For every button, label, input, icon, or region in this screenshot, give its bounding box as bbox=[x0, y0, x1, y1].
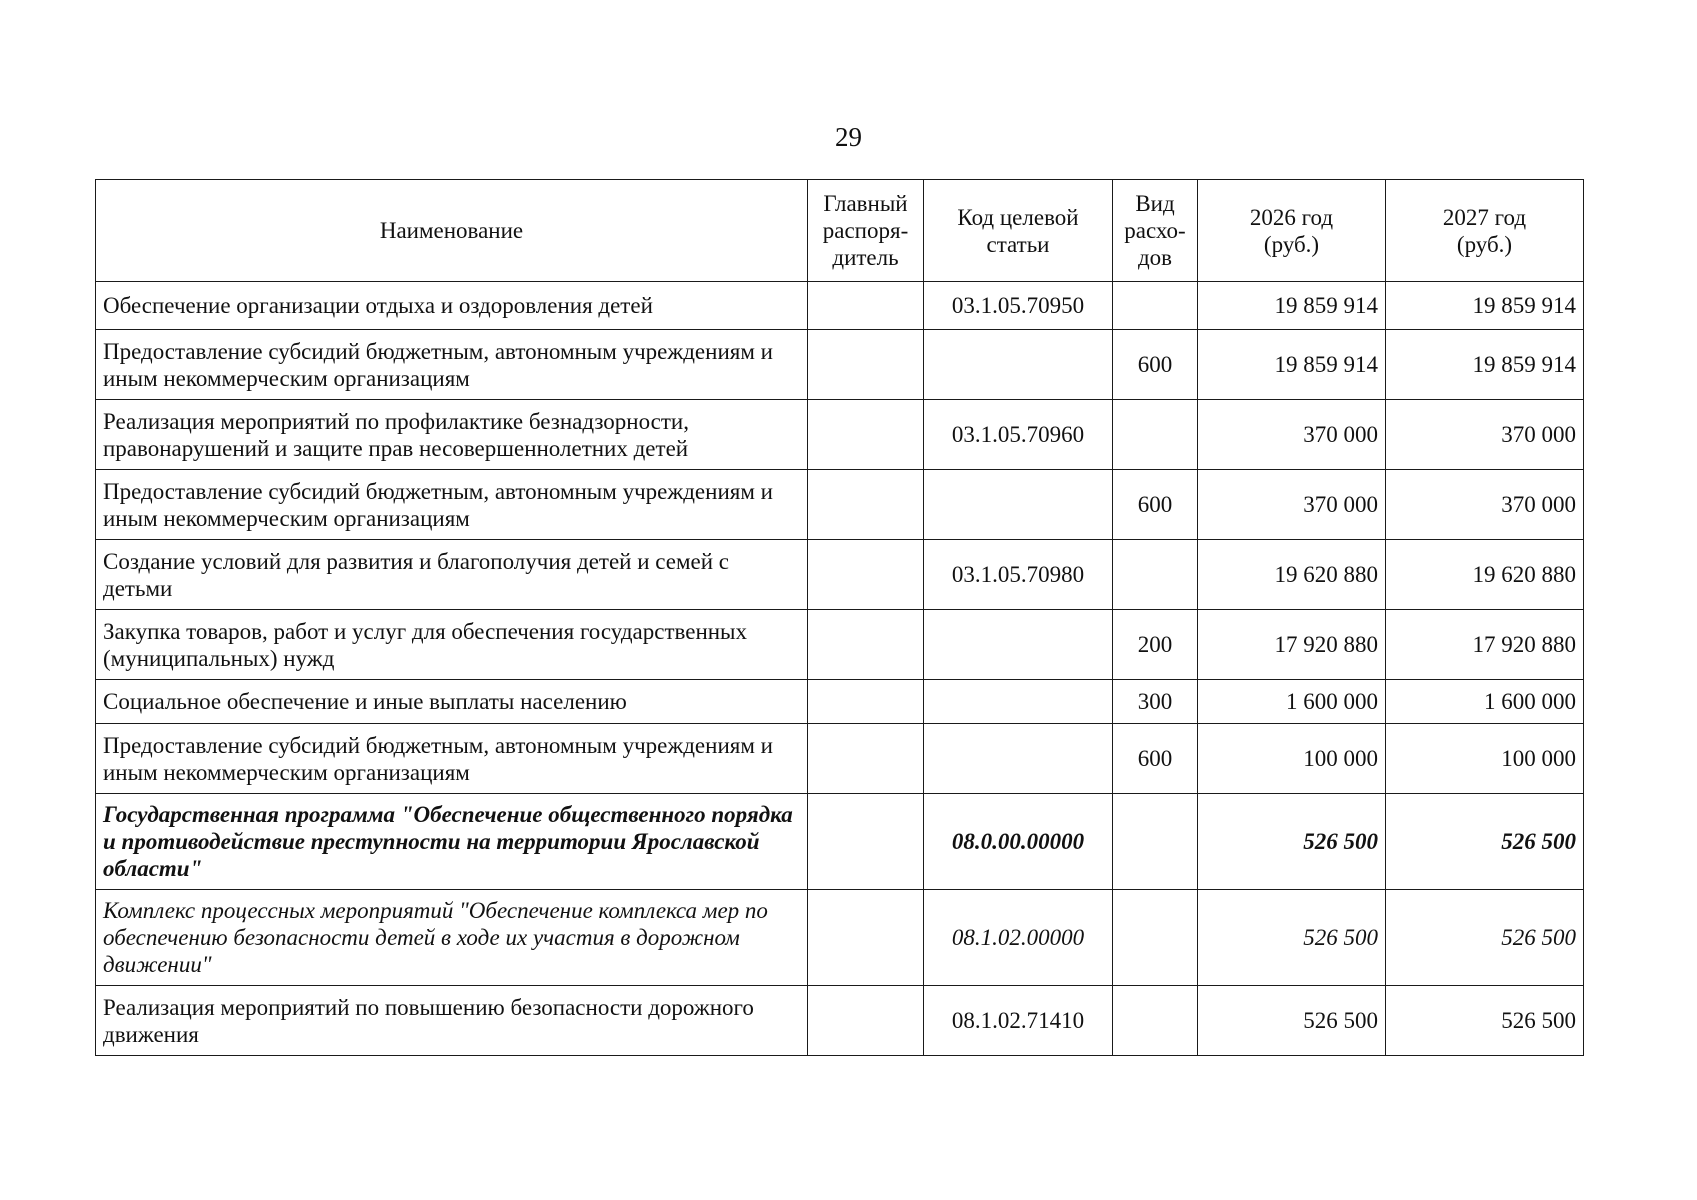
table-row bbox=[96, 282, 1584, 330]
header-name: Наименование bbox=[96, 180, 808, 282]
cell-name: Предоставление субсидий бюджетным, автономным учреждениям и иным некоммерческим организациям bbox=[96, 470, 808, 540]
table-row bbox=[96, 540, 1584, 610]
cell-2026: 370 000 bbox=[1198, 400, 1386, 470]
cell-code: 08.1.02.00000 bbox=[924, 890, 1113, 986]
cell-code: 03.1.05.70980 bbox=[924, 540, 1113, 610]
table-row bbox=[96, 794, 1584, 890]
cell-kind: 600 bbox=[1113, 330, 1198, 400]
cell-2027: 17 920 880 bbox=[1386, 610, 1584, 680]
cell-kind bbox=[1113, 540, 1198, 610]
cell-kind bbox=[1113, 282, 1198, 330]
cell-2027: 1 600 000 bbox=[1386, 680, 1584, 724]
cell-manager bbox=[808, 794, 924, 890]
cell-2026: 100 000 bbox=[1198, 724, 1386, 794]
header-kind: Вид расхо- дов bbox=[1113, 180, 1198, 282]
cell-name: Социальное обеспечение и иные выплаты населению bbox=[96, 680, 808, 724]
cell-2026: 526 500 bbox=[1198, 794, 1386, 890]
page-number: 29 bbox=[835, 122, 862, 152]
cell-manager bbox=[808, 680, 924, 724]
cell-kind bbox=[1113, 794, 1198, 890]
cell-2027: 19 859 914 bbox=[1386, 282, 1584, 330]
cell-manager bbox=[808, 724, 924, 794]
cell-name: Обеспечение организации отдыха и оздоровления детей bbox=[96, 282, 808, 330]
cell-name: Создание условий для развития и благополучия детей и семей с детьми bbox=[96, 540, 808, 610]
table-row bbox=[96, 986, 1584, 1056]
cell-2027: 370 000 bbox=[1386, 400, 1584, 470]
cell-2026: 19 859 914 bbox=[1198, 282, 1386, 330]
cell-name: Закупка товаров, работ и услуг для обеспечения государственных (муниципальных) нужд bbox=[96, 610, 808, 680]
cell-name: Реализация мероприятий по профилактике безнадзорности, правонарушений и защите прав несовершеннолетних детей bbox=[96, 400, 808, 470]
cell-manager bbox=[808, 330, 924, 400]
cell-code bbox=[924, 610, 1113, 680]
cell-manager bbox=[808, 540, 924, 610]
cell-manager bbox=[808, 610, 924, 680]
cell-manager bbox=[808, 400, 924, 470]
cell-name: Реализация мероприятий по повышению безопасности дорожного движения bbox=[96, 986, 808, 1056]
table-body bbox=[96, 282, 1584, 1056]
cell-name: Комплекс процессных мероприятий "Обеспечение комплекса мер по обеспечению безопасности детей в ходе их участия в дорожном движении" bbox=[96, 890, 808, 986]
table-row bbox=[96, 400, 1584, 470]
header-code: Код целевой статьи bbox=[924, 180, 1113, 282]
cell-code: 03.1.05.70950 bbox=[924, 282, 1113, 330]
cell-manager bbox=[808, 470, 924, 540]
header-2027: 2027 год (руб.) bbox=[1386, 180, 1584, 282]
header-manager: Главный распоря- дитель bbox=[808, 180, 924, 282]
table-row bbox=[96, 724, 1584, 794]
cell-2027: 526 500 bbox=[1386, 890, 1584, 986]
cell-name: Предоставление субсидий бюджетным, автономным учреждениям и иным некоммерческим организациям bbox=[96, 724, 808, 794]
cell-2026: 17 920 880 bbox=[1198, 610, 1386, 680]
cell-kind: 600 bbox=[1113, 724, 1198, 794]
cell-2027: 526 500 bbox=[1386, 986, 1584, 1056]
cell-2027: 526 500 bbox=[1386, 794, 1584, 890]
cell-kind bbox=[1113, 890, 1198, 986]
cell-2027: 100 000 bbox=[1386, 724, 1584, 794]
cell-2027: 19 620 880 bbox=[1386, 540, 1584, 610]
cell-2026: 1 600 000 bbox=[1198, 680, 1386, 724]
cell-kind: 300 bbox=[1113, 680, 1198, 724]
cell-2026: 19 620 880 bbox=[1198, 540, 1386, 610]
cell-2026: 526 500 bbox=[1198, 890, 1386, 986]
cell-code bbox=[924, 680, 1113, 724]
cell-code bbox=[924, 470, 1113, 540]
table-row bbox=[96, 890, 1584, 986]
cell-2026: 526 500 bbox=[1198, 986, 1386, 1056]
cell-manager bbox=[808, 282, 924, 330]
header-2026: 2026 год (руб.) bbox=[1198, 180, 1386, 282]
cell-code: 08.0.00.00000 bbox=[924, 794, 1113, 890]
cell-kind: 600 bbox=[1113, 470, 1198, 540]
cell-2026: 19 859 914 bbox=[1198, 330, 1386, 400]
table-row bbox=[96, 610, 1584, 680]
cell-code bbox=[924, 724, 1113, 794]
cell-2026: 370 000 bbox=[1198, 470, 1386, 540]
cell-2027: 370 000 bbox=[1386, 470, 1584, 540]
cell-code: 03.1.05.70960 bbox=[924, 400, 1113, 470]
cell-manager bbox=[808, 890, 924, 986]
cell-name: Государственная программа "Обеспечение общественного порядка и противодействие преступности на территории Ярославской области" bbox=[96, 794, 808, 890]
cell-kind bbox=[1113, 400, 1198, 470]
table-row bbox=[96, 680, 1584, 724]
cell-name: Предоставление субсидий бюджетным, автономным учреждениям и иным некоммерческим организациям bbox=[96, 330, 808, 400]
table-row bbox=[96, 470, 1584, 540]
cell-code bbox=[924, 330, 1113, 400]
cell-manager bbox=[808, 986, 924, 1056]
table-row bbox=[96, 330, 1584, 400]
cell-kind: 200 bbox=[1113, 610, 1198, 680]
cell-code: 08.1.02.71410 bbox=[924, 986, 1113, 1056]
budget-table bbox=[95, 179, 1584, 1056]
cell-2027: 19 859 914 bbox=[1386, 330, 1584, 400]
cell-kind bbox=[1113, 986, 1198, 1056]
table-header-row bbox=[96, 180, 1584, 282]
